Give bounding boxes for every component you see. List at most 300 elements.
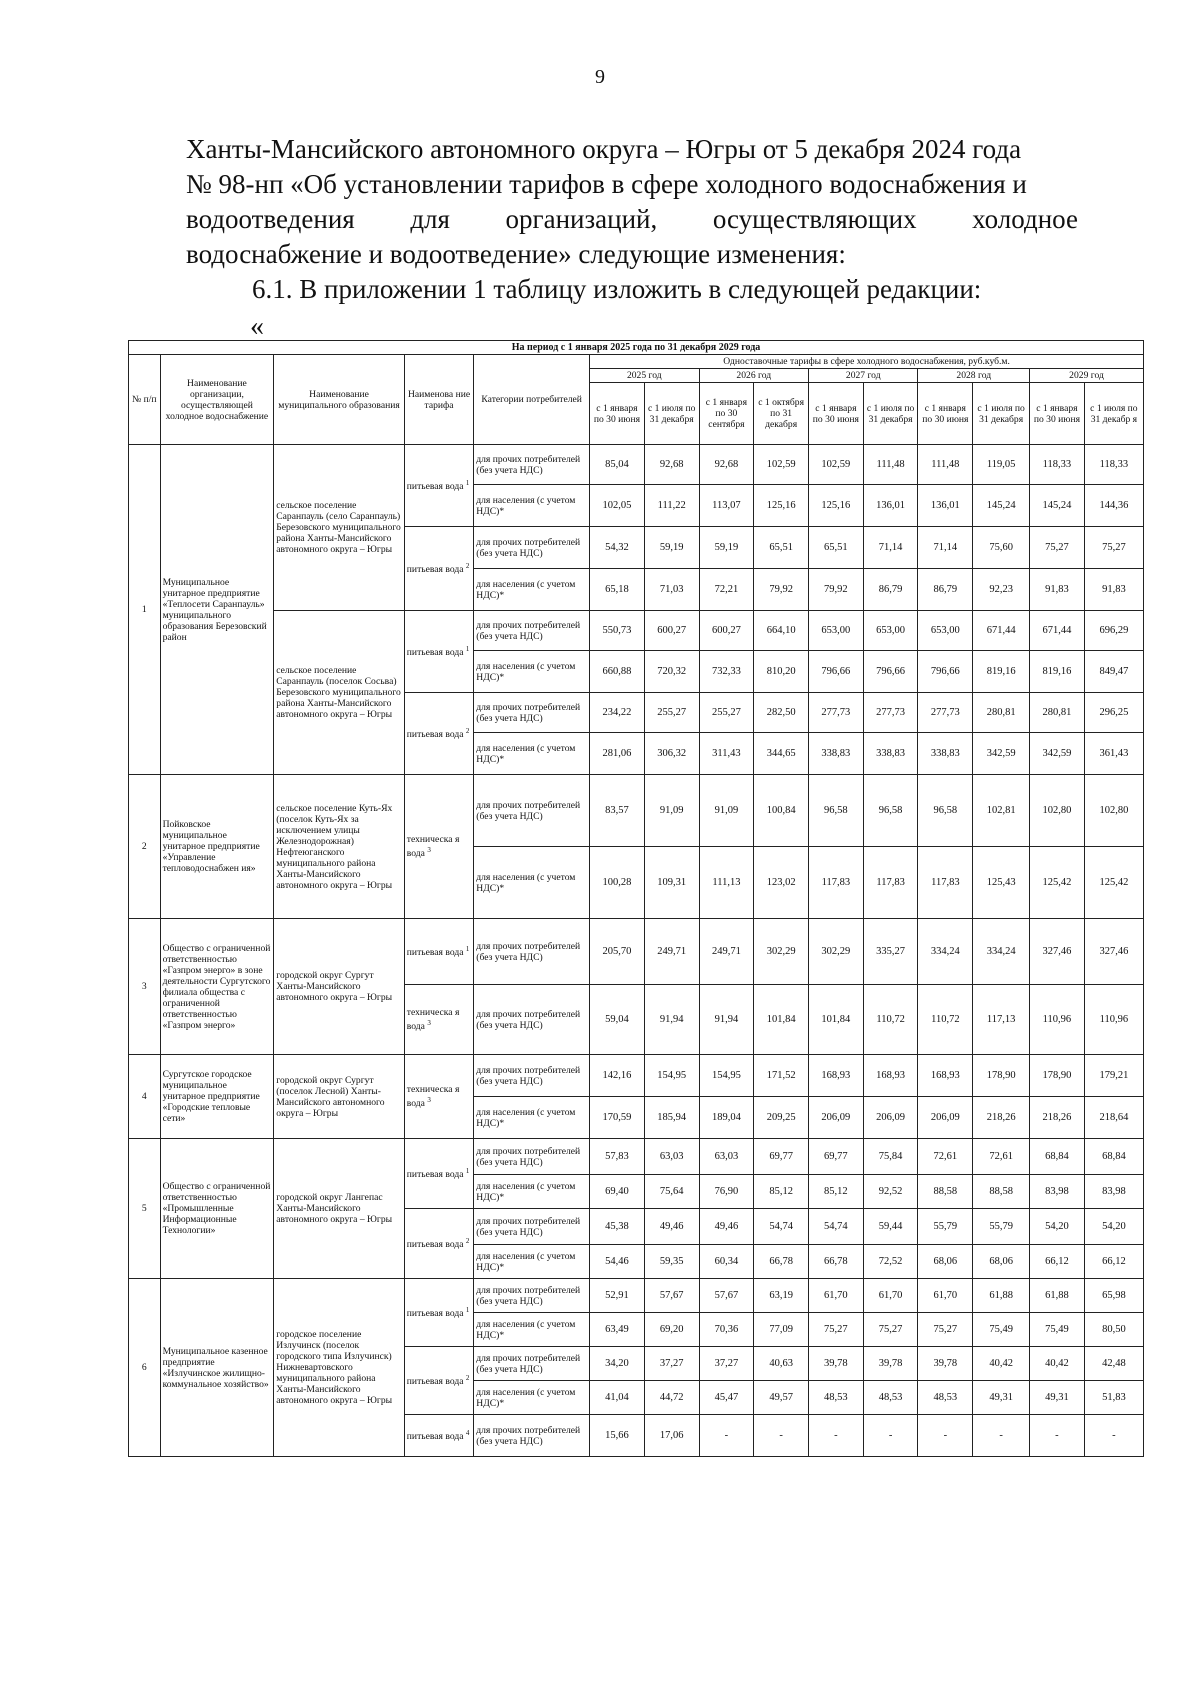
intro-line: водоснабжение и водоотведение» следующие изменения: <box>186 239 846 269</box>
tariff-value: 61,88 <box>973 1279 1030 1313</box>
consumer-category: для населения (с учетом НДС)* <box>474 1245 590 1279</box>
tariff-value: 57,83 <box>590 1139 645 1175</box>
tariff-value: 102,59 <box>809 445 864 485</box>
tariff-name <box>404 1415 473 1457</box>
tariff-value: 334,24 <box>918 919 973 985</box>
footnote-marker: 2 <box>465 562 470 571</box>
tariff-value: 71,14 <box>863 527 918 569</box>
tariff-value: 154,95 <box>699 1055 754 1097</box>
tariff-value: 75,27 <box>809 1313 864 1347</box>
tariff-value: 171,52 <box>754 1055 809 1097</box>
tariff-value: 205,70 <box>590 919 645 985</box>
tariff-value: 125,16 <box>809 485 864 527</box>
tariff-value: 119,05 <box>973 445 1030 485</box>
tariff-value: 102,80 <box>1084 775 1143 847</box>
tariff-value: 70,36 <box>699 1313 754 1347</box>
tariff-value: 111,13 <box>699 847 754 919</box>
consumer-category: для прочих потребителей (без учета НДС) <box>474 1139 590 1175</box>
intro-line: Ханты-Мансийского автономного округа – Югры от 5 декабря 2024 года <box>186 134 1022 164</box>
tariff-value: 154,95 <box>644 1055 699 1097</box>
tariff-value: 796,66 <box>918 651 973 693</box>
municipality-name: городской округ Сургут Ханты-Мансийского автономного округа – Югры <box>274 919 405 1055</box>
tariff-value: 39,78 <box>863 1347 918 1381</box>
tariff-value: 91,83 <box>1030 569 1085 611</box>
tariff-value: 660,88 <box>590 651 645 693</box>
tariff-value: 60,34 <box>699 1245 754 1279</box>
tariff-value: 72,61 <box>973 1139 1030 1175</box>
consumer-category: для населения (с учетом НДС)* <box>474 1313 590 1347</box>
tariff-value: 48,53 <box>863 1381 918 1415</box>
tariff-value: 49,46 <box>644 1209 699 1245</box>
tariff-value: 65,51 <box>754 527 809 569</box>
tariff-value: 189,04 <box>699 1097 754 1139</box>
footnote-marker: 4 <box>465 1429 470 1438</box>
tariff-value: 54,74 <box>754 1209 809 1245</box>
municipality-name: сельское поселение Куть-Ях (поселок Куть-Ях за исключением улицы Железнодорожная) Нефтеюганского муниципального района Ханты-Мансийского автономного округа – Югры <box>274 775 405 919</box>
tariff-value: 125,42 <box>1030 847 1085 919</box>
tariff-value: 49,46 <box>699 1209 754 1245</box>
footnote-marker: 1 <box>465 1167 470 1176</box>
tariff-value: 83,98 <box>1084 1175 1143 1209</box>
tariff-value: 110,72 <box>918 985 973 1055</box>
tariff-group-title: Одноставочные тарифы в сфере холодного водоснабжения, руб.куб.м. <box>590 355 1144 369</box>
period-header: с 1 января по 30 июня <box>590 383 645 445</box>
municipality-name: городское поселение Излучинск (поселок городского типа Излучинск) Нижневартовского муниципального района Ханты-Мансийского автономного округа – Югры <box>274 1279 405 1457</box>
tariff-value: 111,48 <box>863 445 918 485</box>
municipality-name: городской округ Лангепас Ханты-Мансийского автономного округа – Югры <box>274 1139 405 1279</box>
tariff-value: 117,83 <box>863 847 918 919</box>
tariff-value: 311,43 <box>699 733 754 775</box>
period-header: с 1 января по 30 июня <box>918 383 973 445</box>
tariff-value: 96,58 <box>918 775 973 847</box>
tariff-value: 55,79 <box>973 1209 1030 1245</box>
period-header: с 1 июля по 31 декабря <box>644 383 699 445</box>
year-header: 2027 год <box>809 369 918 383</box>
tariff-value: 72,52 <box>863 1245 918 1279</box>
tariff-value: 91,09 <box>644 775 699 847</box>
tariff-value: - <box>918 1415 973 1457</box>
tariff-value: 65,51 <box>809 527 864 569</box>
consumer-category: для прочих потребителей (без учета НДС) <box>474 1347 590 1381</box>
tariff-label: питьевая вода <box>406 1376 464 1388</box>
tariff-value: 234,22 <box>590 693 645 733</box>
tariff-value: 327,46 <box>1030 919 1085 985</box>
tariff-value: 277,73 <box>809 693 864 733</box>
tariff-name <box>404 1279 473 1347</box>
tariff-label: питьевая вода <box>406 1169 464 1181</box>
tariff-value: 15,66 <box>590 1415 645 1457</box>
tariff-value: 277,73 <box>918 693 973 733</box>
tariff-value: 796,66 <box>863 651 918 693</box>
consumer-category: для прочих потребителей (без учета НДС) <box>474 1055 590 1097</box>
tariff-value: 145,24 <box>973 485 1030 527</box>
opening-quote: « <box>250 311 264 342</box>
consumer-category: для прочих потребителей (без учета НДС) <box>474 1415 590 1457</box>
organization-name: Общество с ограниченной ответственностью «Газпром энерго» в зоне деятельности Сургутского филиала общества с ограниченной ответственностью «Газпром энерго» <box>160 919 274 1055</box>
tariff-value: 168,93 <box>918 1055 973 1097</box>
tariff-value: 218,26 <box>973 1097 1030 1139</box>
tariff-value: 39,78 <box>809 1347 864 1381</box>
footnote-marker: 2 <box>465 1374 470 1383</box>
tariff-value: 101,84 <box>754 985 809 1055</box>
tariff-value: 48,53 <box>918 1381 973 1415</box>
tariff-value: 306,32 <box>644 733 699 775</box>
year-header: 2029 год <box>1030 369 1144 383</box>
col-header-municipality: Наименование муниципального образования <box>274 355 405 445</box>
tariff-value: 178,90 <box>973 1055 1030 1097</box>
organization-name: Муниципальное казенное предприятие «Излучинское жилищно-коммунальное хозяйство» <box>160 1279 274 1457</box>
tariff-value: 40,63 <box>754 1347 809 1381</box>
tariff-value: 102,80 <box>1030 775 1085 847</box>
tariff-value: 59,19 <box>644 527 699 569</box>
consumer-category: для прочих потребителей (без учета НДС) <box>474 985 590 1055</box>
tariff-name <box>404 985 473 1055</box>
tariff-value: 280,81 <box>973 693 1030 733</box>
table-row <box>129 1055 1144 1097</box>
tariff-value: 113,07 <box>699 485 754 527</box>
tariff-value: 117,83 <box>809 847 864 919</box>
organization-name: Общество с ограниченной ответственностью «Промышленные Информационные Технологии» <box>160 1139 274 1279</box>
tariff-value: 102,05 <box>590 485 645 527</box>
footnote-marker: 1 <box>465 1306 470 1315</box>
tariff-value: - <box>1084 1415 1143 1457</box>
row-number: 5 <box>129 1139 161 1279</box>
tariff-value: 118,33 <box>1030 445 1085 485</box>
consumer-category: для прочих потребителей (без учета НДС) <box>474 775 590 847</box>
tariff-name <box>404 1209 473 1279</box>
table-row <box>129 445 1144 485</box>
tariff-value: 59,44 <box>863 1209 918 1245</box>
tariff-value: 79,92 <box>809 569 864 611</box>
tariff-value: 142,16 <box>590 1055 645 1097</box>
tariff-value: 92,23 <box>973 569 1030 611</box>
table-row <box>129 775 1144 847</box>
tariff-value: 849,47 <box>1084 651 1143 693</box>
year-header: 2026 год <box>699 369 808 383</box>
tariff-value: 550,73 <box>590 611 645 651</box>
tariff-value: 54,74 <box>809 1209 864 1245</box>
tariff-value: 117,83 <box>918 847 973 919</box>
tariff-value: 66,78 <box>754 1245 809 1279</box>
col-header-tariff: Наименова ние тарифа <box>404 355 473 445</box>
tariff-value: - <box>699 1415 754 1457</box>
tariff-value: 75,27 <box>1084 527 1143 569</box>
tariff-value: 277,73 <box>863 693 918 733</box>
table-row <box>129 611 1144 651</box>
tariff-value: 71,03 <box>644 569 699 611</box>
intro-line: № 98-нп «Об установлении тарифов в сфере холодного водоснабжения и <box>186 169 1027 199</box>
tariff-value: 65,98 <box>1084 1279 1143 1313</box>
tariff-value: 136,01 <box>918 485 973 527</box>
tariff-value: 75,27 <box>1030 527 1085 569</box>
tariff-value: 85,04 <box>590 445 645 485</box>
tariff-value: 42,48 <box>1084 1347 1143 1381</box>
tariff-value: 66,12 <box>1030 1245 1085 1279</box>
intro-word: организаций, <box>505 204 658 234</box>
tariff-value: 91,83 <box>1084 569 1143 611</box>
tariff-value: 55,79 <box>918 1209 973 1245</box>
consumer-category: для населения (с учетом НДС)* <box>474 1175 590 1209</box>
tariff-value: 178,90 <box>1030 1055 1085 1097</box>
tariff-value: 296,25 <box>1084 693 1143 733</box>
tariff-name <box>404 693 473 775</box>
intro-line-justified <box>186 202 1078 237</box>
tariff-value: 342,59 <box>1030 733 1085 775</box>
tariff-value: 63,49 <box>590 1313 645 1347</box>
consumer-category: для прочих потребителей (без учета НДС) <box>474 1279 590 1313</box>
tariff-table <box>128 340 1144 1457</box>
consumer-category: для прочих потребителей (без учета НДС) <box>474 919 590 985</box>
tariff-value: 102,59 <box>754 445 809 485</box>
tariff-label: питьевая вода <box>406 481 464 493</box>
tariff-value: 75,64 <box>644 1175 699 1209</box>
tariff-value: 720,32 <box>644 651 699 693</box>
tariff-value: 72,61 <box>918 1139 973 1175</box>
period-header: с 1 января по 30 сентября <box>699 383 754 445</box>
tariff-value: 54,46 <box>590 1245 645 1279</box>
tariff-label: питьевая вода <box>406 729 464 741</box>
tariff-value: 63,03 <box>699 1139 754 1175</box>
period-header: с 1 июля по 31 декабр я <box>1084 383 1143 445</box>
tariff-value: - <box>809 1415 864 1457</box>
intro-word: для <box>410 204 450 234</box>
tariff-value: 52,91 <box>590 1279 645 1313</box>
tariff-value: 653,00 <box>809 611 864 651</box>
tariff-label: питьевая вода <box>406 1431 464 1443</box>
tariff-value: 75,49 <box>1030 1313 1085 1347</box>
tariff-value: 45,38 <box>590 1209 645 1245</box>
tariff-value: 338,83 <box>809 733 864 775</box>
period-header: с 1 июля по 31 декабря <box>973 383 1030 445</box>
tariff-label: питьевая вода <box>406 947 464 959</box>
tariff-value: 136,01 <box>863 485 918 527</box>
col-header-organization: Наименование организации, осуществляющей холодное водоснабжение <box>160 355 274 445</box>
period-header: с 1 июля по 31 декабря <box>863 383 918 445</box>
tariff-value: 796,66 <box>809 651 864 693</box>
tariff-value: 69,20 <box>644 1313 699 1347</box>
tariff-value: 59,04 <box>590 985 645 1055</box>
tariff-value: 281,06 <box>590 733 645 775</box>
tariff-value: 255,27 <box>644 693 699 733</box>
tariff-value: 49,31 <box>973 1381 1030 1415</box>
tariff-value: 218,26 <box>1030 1097 1085 1139</box>
tariff-value: 61,70 <box>809 1279 864 1313</box>
tariff-value: 91,94 <box>699 985 754 1055</box>
tariff-value: 59,19 <box>699 527 754 569</box>
tariff-value: 68,06 <box>973 1245 1030 1279</box>
tariff-value: 65,18 <box>590 569 645 611</box>
tariff-value: 810,20 <box>754 651 809 693</box>
tariff-value: 338,83 <box>863 733 918 775</box>
row-number: 6 <box>129 1279 161 1457</box>
page-number: 9 <box>595 66 605 88</box>
tariff-value: 75,27 <box>918 1313 973 1347</box>
tariff-value: 54,20 <box>1084 1209 1143 1245</box>
intro-word: осуществляющих <box>712 204 917 234</box>
tariff-value: 85,12 <box>809 1175 864 1209</box>
period-header: с 1 января по 30 июня <box>1030 383 1085 445</box>
row-number: 4 <box>129 1055 161 1139</box>
tariff-value: 600,27 <box>644 611 699 651</box>
tariff-value: 92,68 <box>644 445 699 485</box>
tariff-value: 75,49 <box>973 1313 1030 1347</box>
footnote-marker: 1 <box>465 479 470 488</box>
tariff-value: 101,84 <box>809 985 864 1055</box>
tariff-value: 664,10 <box>754 611 809 651</box>
tariff-value: 91,09 <box>699 775 754 847</box>
municipality-name: городской округ Сургут (поселок Лесной) Ханты-Мансийского автономного округа – Югры <box>274 1055 405 1139</box>
tariff-value: 61,88 <box>1030 1279 1085 1313</box>
footnote-marker: 3 <box>427 1095 431 1104</box>
tariff-value: 344,65 <box>754 733 809 775</box>
tariff-label: питьевая вода <box>406 1308 464 1320</box>
tariff-value: 100,84 <box>754 775 809 847</box>
tariff-value: - <box>754 1415 809 1457</box>
tariff-value: 59,35 <box>644 1245 699 1279</box>
consumer-category: для населения (с учетом НДС)* <box>474 733 590 775</box>
tariff-label: техническа я вода <box>406 833 460 860</box>
tariff-value: 111,22 <box>644 485 699 527</box>
organization-name: Сургутское городское муниципальное унитарное предприятие «Городские тепловые сети» <box>160 1055 274 1139</box>
tariff-value: 92,68 <box>699 445 754 485</box>
year-header: 2025 год <box>590 369 699 383</box>
consumer-category: для населения (с учетом НДС)* <box>474 1381 590 1415</box>
tariff-value: 86,79 <box>918 569 973 611</box>
tariff-value: 91,94 <box>644 985 699 1055</box>
tariff-value: 75,27 <box>863 1313 918 1347</box>
tariff-value: 61,70 <box>918 1279 973 1313</box>
tariff-value: 117,13 <box>973 985 1030 1055</box>
tariff-value: 66,78 <box>809 1245 864 1279</box>
tariff-value: 179,21 <box>1084 1055 1143 1097</box>
row-number: 2 <box>129 775 161 919</box>
tariff-value: 111,48 <box>918 445 973 485</box>
tariff-value: 249,71 <box>699 919 754 985</box>
tariff-value: 45,47 <box>699 1381 754 1415</box>
tariff-value: 63,03 <box>644 1139 699 1175</box>
tariff-value: 41,04 <box>590 1381 645 1415</box>
table-row <box>129 1139 1144 1175</box>
tariff-label: питьевая вода <box>406 647 464 659</box>
tariff-value: 255,27 <box>699 693 754 733</box>
footnote-marker: 2 <box>465 727 470 736</box>
tariff-value: 83,57 <box>590 775 645 847</box>
intro-word: холодное <box>972 204 1078 234</box>
intro-word: водоотведения <box>186 204 355 234</box>
tariff-value: 600,27 <box>699 611 754 651</box>
tariff-value: 671,44 <box>1030 611 1085 651</box>
tariff-value: 83,98 <box>1030 1175 1085 1209</box>
tariff-value: 123,02 <box>754 847 809 919</box>
tariff-value: 185,94 <box>644 1097 699 1139</box>
tariff-name <box>404 527 473 611</box>
table-row <box>129 919 1144 985</box>
col-header-category: Категории потребителей <box>474 355 590 445</box>
tariff-value: 342,59 <box>973 733 1030 775</box>
tariff-value: 110,96 <box>1030 985 1085 1055</box>
intro-line: 6.1. В приложении 1 таблицу изложить в следующей редакции: <box>252 274 982 304</box>
tariff-value: 206,09 <box>863 1097 918 1139</box>
tariff-value: 145,24 <box>1030 485 1085 527</box>
consumer-category: для населения (с учетом НДС)* <box>474 485 590 527</box>
row-number: 3 <box>129 919 161 1055</box>
tariff-value: 206,09 <box>809 1097 864 1139</box>
tariff-value: 118,33 <box>1084 445 1143 485</box>
footnote-marker: 2 <box>465 1237 470 1246</box>
tariff-value: 653,00 <box>863 611 918 651</box>
tariff-value: 109,31 <box>644 847 699 919</box>
tariff-value: 102,81 <box>973 775 1030 847</box>
consumer-category: для прочих потребителей (без учета НДС) <box>474 693 590 733</box>
tariff-value: 110,72 <box>863 985 918 1055</box>
tariff-value: 68,84 <box>1084 1139 1143 1175</box>
tariff-value: 34,20 <box>590 1347 645 1381</box>
tariff-value: 335,27 <box>863 919 918 985</box>
tariff-value: 69,40 <box>590 1175 645 1209</box>
tariff-value: - <box>863 1415 918 1457</box>
tariff-value: 168,93 <box>863 1055 918 1097</box>
organization-name: Пойковское муниципальное унитарное предприятие «Управление тепловодоснабжен ия» <box>160 775 274 919</box>
tariff-value: 302,29 <box>809 919 864 985</box>
consumer-category: для населения (с учетом НДС)* <box>474 847 590 919</box>
tariff-value: 77,09 <box>754 1313 809 1347</box>
tariff-value: 334,24 <box>973 919 1030 985</box>
tariff-name <box>404 1055 473 1139</box>
period-header: с 1 января по 30 июня <box>809 383 864 445</box>
tariff-value: 57,67 <box>699 1279 754 1313</box>
tariff-value: 249,71 <box>644 919 699 985</box>
tariff-value: 338,83 <box>918 733 973 775</box>
tariff-value: 51,83 <box>1084 1381 1143 1415</box>
consumer-category: для населения (с учетом НДС)* <box>474 651 590 693</box>
period-header: с 1 октября по 31 декабря <box>754 383 809 445</box>
consumer-category: для прочих потребителей (без учета НДС) <box>474 611 590 651</box>
tariff-value: 69,77 <box>809 1139 864 1175</box>
tariff-name <box>404 775 473 919</box>
tariff-label: питьевая вода <box>406 1239 464 1251</box>
consumer-category: для прочих потребителей (без учета НДС) <box>474 445 590 485</box>
tariff-name <box>404 445 473 527</box>
consumer-category: для населения (с учетом НДС)* <box>474 569 590 611</box>
tariff-value: 88,58 <box>973 1175 1030 1209</box>
municipality-name: сельское поселение Саранпауль (село Саранпауль) Березовского муниципального района Ханты-Мансийского автономного округа – Югры <box>274 445 405 611</box>
tariff-value: 68,84 <box>1030 1139 1085 1175</box>
tariff-value: 37,27 <box>644 1347 699 1381</box>
tariff-value: 57,67 <box>644 1279 699 1313</box>
tariff-label: питьевая вода <box>406 564 464 576</box>
organization-name: Муниципальное унитарное предприятие «Теплосети Саранпауль» муниципального образования Березовский район <box>160 445 274 775</box>
tariff-value: 44,72 <box>644 1381 699 1415</box>
footnote-marker: 1 <box>465 945 470 954</box>
footnote-marker: 1 <box>465 645 470 654</box>
tariff-value: 282,50 <box>754 693 809 733</box>
tariff-value: 39,78 <box>918 1347 973 1381</box>
tariff-value: 49,31 <box>1030 1381 1085 1415</box>
consumer-category: для прочих потребителей (без учета НДС) <box>474 527 590 569</box>
tariff-value: 168,93 <box>809 1055 864 1097</box>
tariff-value: 88,58 <box>918 1175 973 1209</box>
footnote-marker: 3 <box>427 1018 431 1027</box>
tariff-value: 79,92 <box>754 569 809 611</box>
tariff-value: 17,06 <box>644 1415 699 1457</box>
tariff-value: 100,28 <box>590 847 645 919</box>
tariff-value: - <box>973 1415 1030 1457</box>
tariff-value: 819,16 <box>973 651 1030 693</box>
tariff-value: 71,14 <box>918 527 973 569</box>
tariff-value: 209,25 <box>754 1097 809 1139</box>
tariff-value: 68,06 <box>918 1245 973 1279</box>
period-title: На период с 1 января 2025 года по 31 декабря 2029 года <box>129 341 1144 355</box>
